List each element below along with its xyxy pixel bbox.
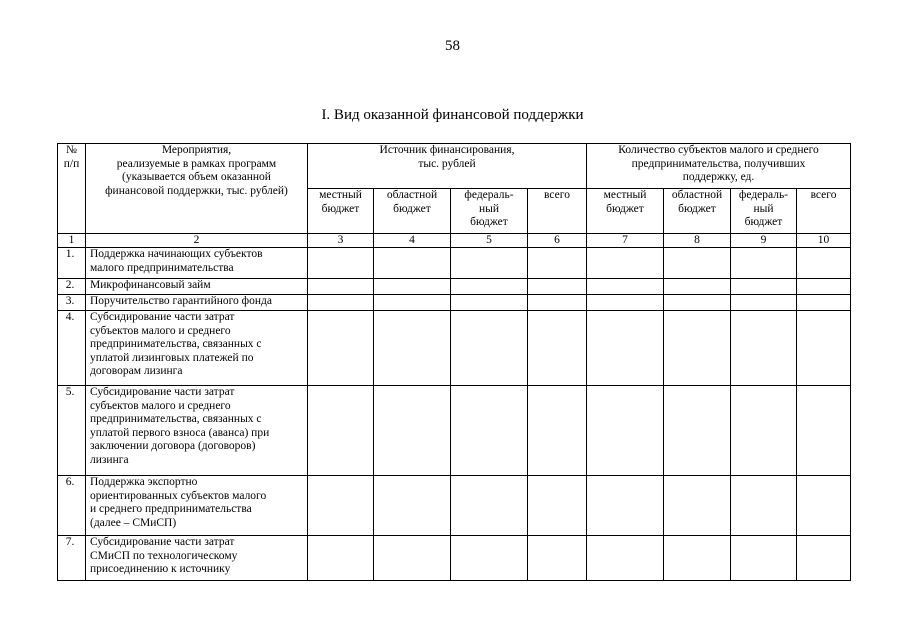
data-cell[interactable] [797,248,851,279]
data-cell[interactable] [308,248,374,279]
data-cell[interactable] [664,248,731,279]
data-cell[interactable] [797,386,851,476]
data-cell[interactable] [664,386,731,476]
column-number: 9 [731,234,797,248]
data-cell[interactable] [374,295,451,311]
data-cell[interactable] [528,536,587,581]
data-cell[interactable] [731,295,797,311]
table-row [58,476,851,536]
header-local-budget: местный бюджет [308,189,374,234]
data-cell[interactable] [374,248,451,279]
data-cell[interactable] [731,476,797,536]
column-number: 6 [528,234,587,248]
data-cell[interactable] [587,476,664,536]
data-cell[interactable] [587,311,664,386]
row-number: 6. [58,476,86,536]
section-title: I. Вид оказанной финансовой поддержки [321,107,584,123]
data-cell[interactable] [797,279,851,295]
header-count-local-budget: местный бюджет [587,189,664,234]
table-row [58,279,851,295]
column-number: 7 [587,234,664,248]
data-cell[interactable] [451,311,528,386]
data-cell[interactable] [587,536,664,581]
table-row [58,295,851,311]
data-cell[interactable] [308,295,374,311]
row-number: 3. [58,295,86,311]
column-number: 1 [58,234,86,248]
data-cell[interactable] [451,386,528,476]
header-total: всего [528,189,587,234]
header-activity: Мероприятия, реализуемые в рамках программ (указывается объем оказанной финансовой поддержки, тыс. рублей) [86,144,308,234]
header-num: № п/п [58,144,86,234]
row-number: 2. [58,279,86,295]
header-smb-count: Количество субъектов малого и среднего предпринимательства, получивших поддержку, ед. [587,144,851,189]
data-cell[interactable] [731,248,797,279]
data-cell[interactable] [528,279,587,295]
table-row [58,311,851,386]
row-number: 7. [58,536,86,581]
column-number: 8 [664,234,731,248]
data-cell[interactable] [528,386,587,476]
data-cell[interactable] [664,536,731,581]
data-cell[interactable] [308,476,374,536]
column-number: 4 [374,234,451,248]
data-cell[interactable] [731,279,797,295]
table-row [58,536,851,581]
data-cell[interactable] [451,536,528,581]
row-activity: Субсидирование части затрат субъектов малого и среднего предпринимательства, связанных с уплатой первого взноса (аванса) при заключении договора (договоров) лизинга [86,386,308,476]
header-funding-source: Источник финансирования, тыс. рублей [308,144,587,189]
data-cell[interactable] [587,248,664,279]
data-cell[interactable] [528,476,587,536]
data-cell[interactable] [587,279,664,295]
data-cell[interactable] [374,536,451,581]
page-number: 58 [445,38,460,54]
data-cell[interactable] [797,476,851,536]
row-activity: Субсидирование части затрат субъектов малого и среднего предпринимательства, связанных с уплатой лизинговых платежей по договорам лизинга [86,311,308,386]
header-regional-budget: областной бюджет [374,189,451,234]
data-cell[interactable] [374,311,451,386]
column-number: 2 [86,234,308,248]
header-count-federal-budget: федераль- ный бюджет [731,189,797,234]
column-number: 3 [308,234,374,248]
column-number: 5 [451,234,528,248]
data-cell[interactable] [451,279,528,295]
row-activity: Поддержка начинающих субъектов малого предпринимательства [86,248,308,279]
row-activity: Поручительство гарантийного фонда [86,295,308,311]
row-activity: Микрофинансовый займ [86,279,308,295]
data-cell[interactable] [587,295,664,311]
data-cell[interactable] [374,386,451,476]
data-cell[interactable] [731,386,797,476]
data-cell[interactable] [797,295,851,311]
data-cell[interactable] [528,295,587,311]
data-cell[interactable] [664,476,731,536]
row-number: 5. [58,386,86,476]
data-cell[interactable] [731,311,797,386]
table-row [58,248,851,279]
row-number: 1. [58,248,86,279]
data-cell[interactable] [374,279,451,295]
data-cell[interactable] [451,295,528,311]
table-row [58,386,851,476]
data-cell[interactable] [451,248,528,279]
header-count-total: всего [797,189,851,234]
data-cell[interactable] [451,476,528,536]
row-number: 4. [58,311,86,386]
data-cell[interactable] [528,311,587,386]
data-cell[interactable] [308,386,374,476]
data-cell[interactable] [664,295,731,311]
data-cell[interactable] [797,311,851,386]
financial-support-table [57,143,851,581]
data-cell[interactable] [587,386,664,476]
data-cell[interactable] [308,311,374,386]
data-cell[interactable] [664,311,731,386]
row-activity: Поддержка экспортно ориентированных субъектов малого и среднего предпринимательства (далее – СМиСП) [86,476,308,536]
row-activity: Субсидирование части затрат СМиСП по технологическому присоединению к источнику [86,536,308,581]
column-number-row [58,234,851,248]
data-cell[interactable] [308,279,374,295]
header-count-regional-budget: областной бюджет [664,189,731,234]
data-cell[interactable] [308,536,374,581]
column-number: 10 [797,234,851,248]
data-cell[interactable] [664,279,731,295]
data-cell[interactable] [731,536,797,581]
header-federal-budget: федераль- ный бюджет [451,189,528,234]
data-cell[interactable] [528,248,587,279]
data-cell[interactable] [374,476,451,536]
data-cell[interactable] [797,536,851,581]
